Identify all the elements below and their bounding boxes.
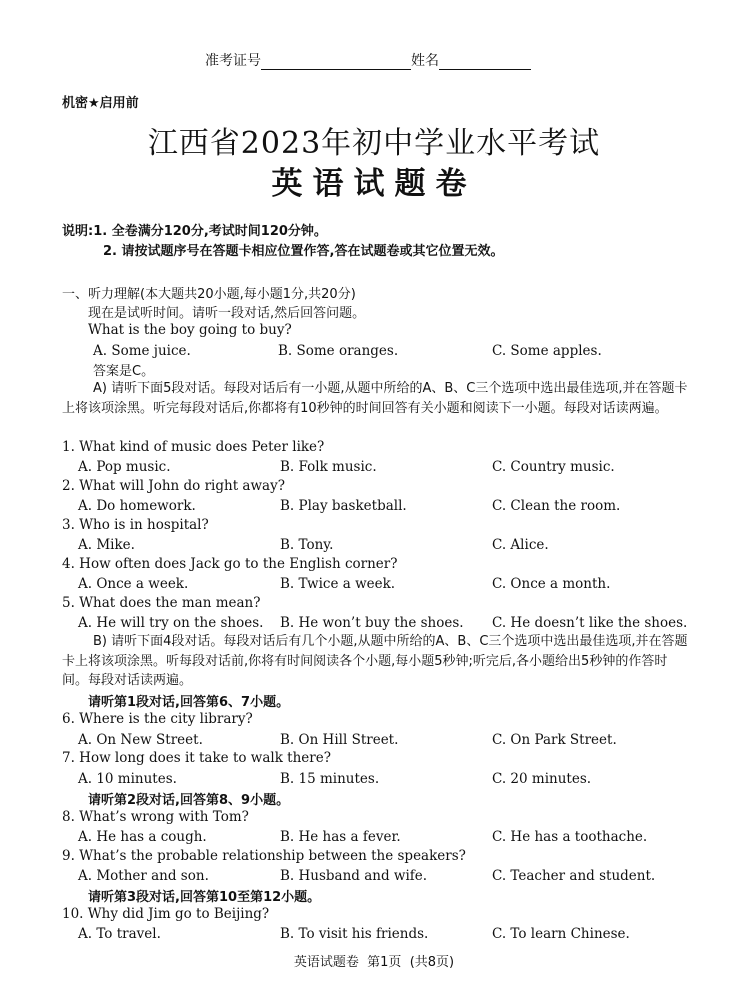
q6-option-a: A. On New Street. [78, 732, 203, 748]
q5-option-c: C. He doesn’t like the shoes. [492, 615, 688, 631]
sample-option-b: B. Some oranges. [278, 343, 399, 359]
q5-option-a: A. He will try on the shoes. [78, 615, 264, 631]
question-9: 9. What’s the probable relationship between the speakers? [62, 848, 466, 864]
page-subtitle: 英语试题卷 [271, 166, 477, 202]
question-1: 1. What kind of music does Peter like? [62, 439, 325, 455]
page-footer: 英语试题卷 第1页 (共8页) [293, 955, 455, 970]
question-8: 8. What’s wrong with Tom? [62, 809, 249, 825]
q10-option-c: C. To learn Chinese. [492, 926, 630, 942]
q9-option-c: C. Teacher and student. [492, 868, 656, 884]
part-a-instructions: A) 请听下面5段对话。每段对话后有一小题,从题中所给的A、B、C三个选项中选出最佳选项,并在答题卡上将该项涂黑。听完每段对话后,你都将有10秒钟的时间回答有关小题和阅读下一小题。每段对话读两遍。 [62, 381, 688, 416]
part-b-instructions: B) 请听下面4段对话。每段对话后有几个小题,从题中所给的A、B、C三个选项中选出最佳选项,并在答题卡上将该项涂黑。听每段对话前,你将有时间阅读各个小题,每小题5秒钟;听完后,各小题给出5秒钟的作答时间。每段对话读两遍。 [62, 634, 688, 688]
q3-option-b: B. Tony. [280, 537, 334, 553]
dialogue-prompt-2: 请听第2段对话,回答第8、9小题。 [88, 793, 290, 808]
q2-option-a: A. Do homework. [78, 498, 196, 514]
q6-option-c: C. On Park Street. [492, 732, 617, 748]
q10-option-a: A. To travel. [78, 926, 161, 942]
q10-option-b: B. To visit his friends. [280, 926, 429, 942]
page-title: 江西省2023年初中学业水平考试 [147, 126, 601, 161]
q9-option-a: A. Mother and son. [78, 868, 209, 884]
q8-option-b: B. He has a fever. [280, 829, 401, 845]
question-5: 5. What does the man mean? [62, 595, 261, 611]
question-6: 6. Where is the city library? [62, 711, 253, 727]
q4-option-b: B. Twice a week. [280, 576, 396, 592]
q3-option-a: A. Mike. [78, 537, 135, 553]
q4-option-a: A. Once a week. [78, 576, 189, 592]
q1-option-a: A. Pop music. [78, 459, 171, 475]
q2-option-c: C. Clean the room. [492, 498, 621, 514]
dialogue-prompt-1: 请听第1段对话,回答第6、7小题。 [88, 695, 290, 710]
sample-question: What is the boy going to buy? [88, 322, 292, 338]
q9-option-b: B. Husband and wife. [280, 868, 428, 884]
q7-option-b: B. 15 minutes. [280, 771, 380, 787]
q5-option-b: B. He won’t buy the shoes. [280, 615, 464, 631]
question-2: 2. What will John do right away? [62, 478, 285, 494]
q1-option-c: C. Country music. [492, 459, 615, 475]
question-4: 4. How often does Jack go to the English corner? [62, 556, 398, 572]
section-heading: 一、听力理解(本大题共20小题,每小题1分,共20分) [62, 287, 356, 302]
section-intro: 现在是试听时间。请听一段对话,然后回答问题。 [88, 306, 366, 321]
sample-option-c: C. Some apples. [492, 343, 602, 359]
question-10: 10. Why did Jim go to Beijing? [62, 906, 270, 922]
sample-option-a: A. Some juice. [93, 343, 191, 359]
q7-option-a: A. 10 minutes. [78, 771, 177, 787]
notes-line-1: 说明:1. 全卷满分120分,考试时间120分钟。 [62, 224, 327, 239]
question-7: 7. How long does it take to walk there? [62, 750, 331, 766]
q2-option-b: B. Play basketball. [280, 498, 407, 514]
q8-option-c: C. He has a toothache. [492, 829, 648, 845]
q8-option-a: A. He has a cough. [78, 829, 207, 845]
q7-option-c: C. 20 minutes. [492, 771, 592, 787]
q4-option-c: C. Once a month. [492, 576, 611, 592]
dialogue-prompt-3: 请听第3段对话,回答第10至第12小题。 [88, 890, 321, 905]
q3-option-c: C. Alice. [492, 537, 549, 553]
sample-answer: 答案是C。 [93, 364, 155, 379]
notes-line-2: 2. 请按试题序号在答题卡相应位置作答,答在试题卷或其它位置无效。 [103, 244, 504, 259]
exam-id-label: 准考证号 [205, 53, 261, 69]
question-3: 3. Who is in hospital? [62, 517, 209, 533]
q6-option-b: B. On Hill Street. [280, 732, 399, 748]
name-label: 姓名 [411, 53, 439, 69]
confidential-mark: 机密★启用前 [62, 96, 139, 111]
exam-id-field [205, 50, 531, 70]
q1-option-b: B. Folk music. [280, 459, 377, 475]
exam-id-blank [261, 55, 411, 70]
name-blank [439, 55, 531, 70]
